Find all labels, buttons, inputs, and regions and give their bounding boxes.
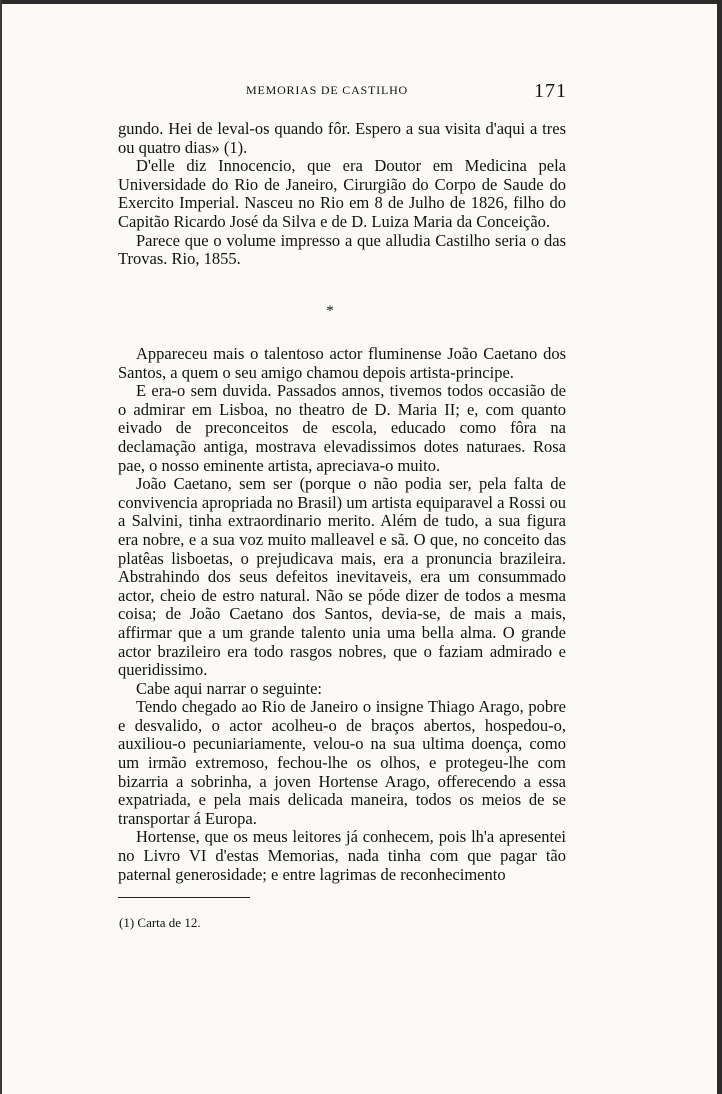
footnote-rule (118, 897, 250, 898)
running-head: MEMORIAS DE CASTILHO (246, 83, 409, 97)
scan-right-edge (717, 0, 722, 1094)
paragraph: João Caetano, sem ser (porque o não podia ser, pela falta de convivencia apropriada no Brasil) um artista equiparavel a Rossi ou a Salvini, tinha extraordinario merito. Além de tudo, a sua figura era nobre, e a sua voz muito malleavel e sã. O que, no conceito das platêas lisboetas, o prejudicava mais, era a pronuncia brazileira. Abstrahindo dos seus defeitos inevitaveis, era um consummado actor, cheio de estro natural. Não se póde dizer de todos a mesma coisa; de João Caetano dos Santos, devia-se, de mais a mais, affirmar que a um grande talento unia uma bella alma. O grande actor brazileiro era todo rasgos nobres, que o faziam admirado e queridissimo. (118, 474, 566, 680)
section-separator: * (326, 303, 334, 319)
paragraph: Parece que o volume impresso a que alludia Castilho seria o das Trovas. Rio, 1855. (118, 230, 566, 269)
paragraph: D'elle diz Innocencio, que era Doutor em Medicina pela Universidade do Rio de Janeiro, Cirurgião do Corpo de Saude do Exercito Imperial. Nasceu no Rio em 8 de Julho de 1826, filho do Capitão Ricardo José da Silva e de D. Luiza Maria da Conceição. (118, 156, 566, 231)
paragraph: Appareceu mais o talentoso actor fluminense João Caetano dos Santos, a quem o seu amigo chamou depois artista-principe. (118, 344, 566, 382)
scan-top-edge (0, 0, 722, 4)
paragraph: Tendo chegado ao Rio de Janeiro o insigne Thiago Arago, pobre e desvalido, o actor acolheu-o de braços abertos, hospedou-o, auxiliou-o pecuniariamente, velou-o na sua ultima doença, como um irmão extremoso, fechou-lhe os olhos, e protegeu-lhe com bizarria a sobrinha, a joven Hortense Arago, offerecendo a essa expatriada, e pela mais delicada maneira, todos os meios de se transportar á Europa. (118, 697, 566, 828)
paragraph: Cabe aqui narrar o seguinte: (136, 678, 323, 698)
text-section-2 (118, 345, 566, 884)
paragraph: gundo. Hei de leval-os quando fôr. Espero a sua visita d'aqui a tres ou quatro dias» (1). (118, 119, 566, 157)
paragraph: Hortense, que os meus leitores já conhecem, pois lh'a apresentei no Livro VI d'estas Memorias, nada tinha com que pagar tão paternal generosidade; e entre lagrimas de reconhecimento (118, 827, 566, 884)
footnote: (1) Carta de 12. (119, 915, 201, 930)
scan-left-edge (0, 0, 2, 1094)
paragraph: E era-o sem duvida. Passados annos, tivemos todos occasião de o admirar em Lisboa, no theatro de D. Maria II; e, com quanto eivado de preconceitos de escola, educado como fôra na declamação antiga, mostrava elevadissimos dotes naturaes. Rosa pae, o nosso eminente artista, apreciava-o muito. (118, 381, 566, 475)
text-section-1 (118, 120, 566, 269)
page-number: 171 (534, 80, 567, 102)
